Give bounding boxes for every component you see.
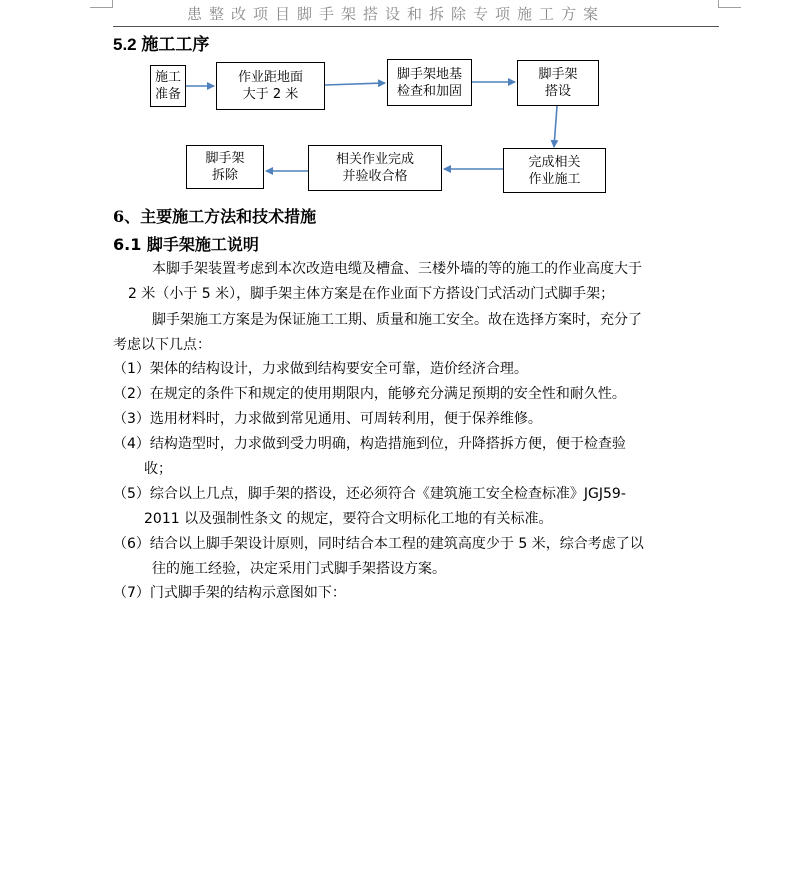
paragraph-2-line-2: 考虑以下几点： (113, 337, 211, 353)
flow-step-text: 准备 (154, 87, 181, 102)
section-6-heading: 6、主要施工方法和技术措施 (113, 207, 317, 226)
flow-step-foundation-check (387, 59, 472, 106)
flow-step-acceptance (308, 145, 442, 191)
flow-arrow-4 (554, 106, 557, 147)
section-6-1-heading: 6.1 脚手架施工说明 (113, 235, 259, 254)
section-5-2-heading: 5.2 施工工序 (113, 35, 210, 54)
paragraph-2-line-1: 脚手架施工方案是为保证施工工期、质量和施工安全。故在选择方案时，充分了 (152, 312, 642, 328)
flow-step-text: 作业距地面 (237, 70, 303, 85)
list-item-5-line-1: （5）综合以上几点，脚手架的搭设，还必须符合《建筑施工安全检查标准》JGJ59- (113, 486, 626, 502)
list-item-1: （1）架体的结构设计，力求做到结构要安全可靠，造价经济合理。 (113, 361, 528, 377)
list-item-5-line-2: 2011 以及强制性条文 的规定，要符合文明标化工地的有关标准。 (144, 511, 553, 527)
page-header-title: 患整改项目脚手架搭设和拆除专项施工方案 (186, 5, 605, 23)
list-item-4-line-1: （4）结构造型时，力求做到受力明确，构造措施到位，升降搭拆方便，便于检查验 (113, 436, 626, 452)
flow-step-text: 作业施工 (528, 171, 581, 187)
flow-step-text: 拆除 (211, 168, 238, 183)
flow-step-height-over-2m (216, 62, 325, 110)
flow-arrow-2 (325, 83, 385, 85)
flow-step-text: 搭设 (544, 84, 571, 99)
list-item-6-line-2: 往的施工经验，决定采用门式脚手架搭设方案。 (152, 561, 446, 577)
flow-step-text: 并验收合格 (342, 169, 408, 184)
list-item-2: （2）在规定的条件下和规定的使用期限内，能够充分满足预期的安全性和耐久性。 (113, 386, 626, 402)
list-item-6-line-1: （6）结合以上脚手架设计原则，同时结合本工程的建筑高度少于 5 米，综合考虑了以 (113, 536, 644, 552)
list-item-7: （7）门式脚手架的结构示意图如下： (113, 585, 346, 601)
paragraph-1-line-1: 本脚手架装置考虑到本次改造电缆及槽盒、三楼外墙的等的施工的作业高度大于 (152, 261, 642, 277)
flow-step-text: 脚手架地基 (396, 66, 462, 82)
flow-step-complete-work (503, 148, 606, 193)
flow-step-text: 脚手架 (205, 151, 245, 166)
flow-step-scaffold-removal (186, 145, 264, 189)
flow-step-text: 施工 (154, 70, 181, 85)
flow-step-text: 检查和加固 (396, 83, 462, 99)
paragraph-1-line-2: 2 米（小于 5 米），脚手架主体方案是在作业面下方搭设门式活动门式脚手架； (128, 286, 615, 302)
flow-step-scaffold-erection (517, 60, 599, 106)
list-item-3: （3）选用材料时，力求做到常见通用、可周转利用，便于保养维修。 (113, 411, 542, 427)
flow-step-text: 相关作业完成 (335, 152, 414, 167)
flow-step-construction-prep (150, 65, 186, 107)
flow-step-text: 完成相关 (528, 154, 581, 170)
list-item-4-line-2: 收； (144, 461, 172, 477)
flow-step-text: 脚手架 (538, 67, 578, 82)
flow-step-text: 大于 2 米 (242, 87, 299, 102)
